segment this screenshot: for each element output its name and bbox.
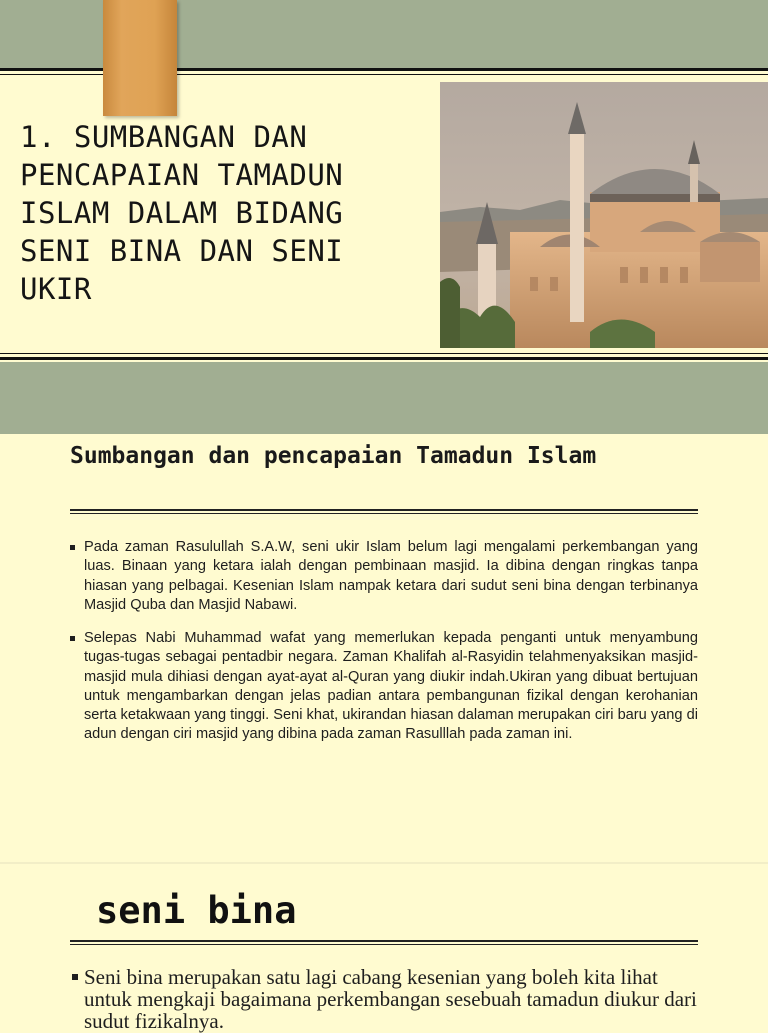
bullet-icon [70,636,75,641]
heading-underline [70,940,698,945]
list-item [70,629,698,745]
bullet-text: Pada zaman Rasulullah S.A.W, seni ukir Islam belum lagi mengalami perkembangan yang luas. Binaan yang ketara ialah dengan pembinaan masjid. Ia dibina dengan ringkas tanpa hiasan yang pelbagai. Kesenian Islam nampak ketara dari sudut seni bina dengan terbinanya Masjid Quba dan Masjid Nabawi. [84,539,698,613]
slide2-heading: Sumbangan dan pencapaian Tamadun Islam [70,443,597,469]
list-item [70,966,698,1032]
list-item [70,538,698,615]
slide1-bottom-band [0,362,768,434]
bullet-icon [72,974,78,980]
bullet-text: Selepas Nabi Muhammad wafat yang memerlukan kepada penganti untuk menyambung tugas-tugas sebagai pentadbir negara. Zaman Khalifah al-Rasyidin telahmenyaksikan masjid-masjid mula dihiasi dengan ayat-ayat al-Quran yang diukir indah.Ukiran yang dibuat bertujuan untuk mengambarkan dengan jelas padian antara pembangunan fizikal dengan kerohanian serta ketakwaan yang tinggi. Seni khat, ukirandan hiasan dalaman merupakan ciri baru yang di adun dengan ciri masjid yang dibina pada zaman Rasulllah pada zaman ini. [84,630,698,743]
mosque-photo [440,82,768,348]
bookmark-ribbon [103,0,177,116]
heading-underline [70,509,698,514]
slide1-title: 1. SUMBANGAN DAN PENCAPAIAN TAMADUN ISLAM DALAM BIDANG SENI BINA DAN SENI UKIR [20,120,344,306]
divider [0,357,768,360]
divider [0,353,768,354]
bullet-text: Seni bina merupakan satu lagi cabang kesenian yang boleh kita lihat untuk mengkaji bagaimana perkembangan sesebuah tamadun diukur dari sudut fizikalnya. [84,965,697,1033]
slide3-heading: seni bina [96,889,297,932]
slide-separator [0,862,768,864]
bullet-icon [70,545,75,550]
